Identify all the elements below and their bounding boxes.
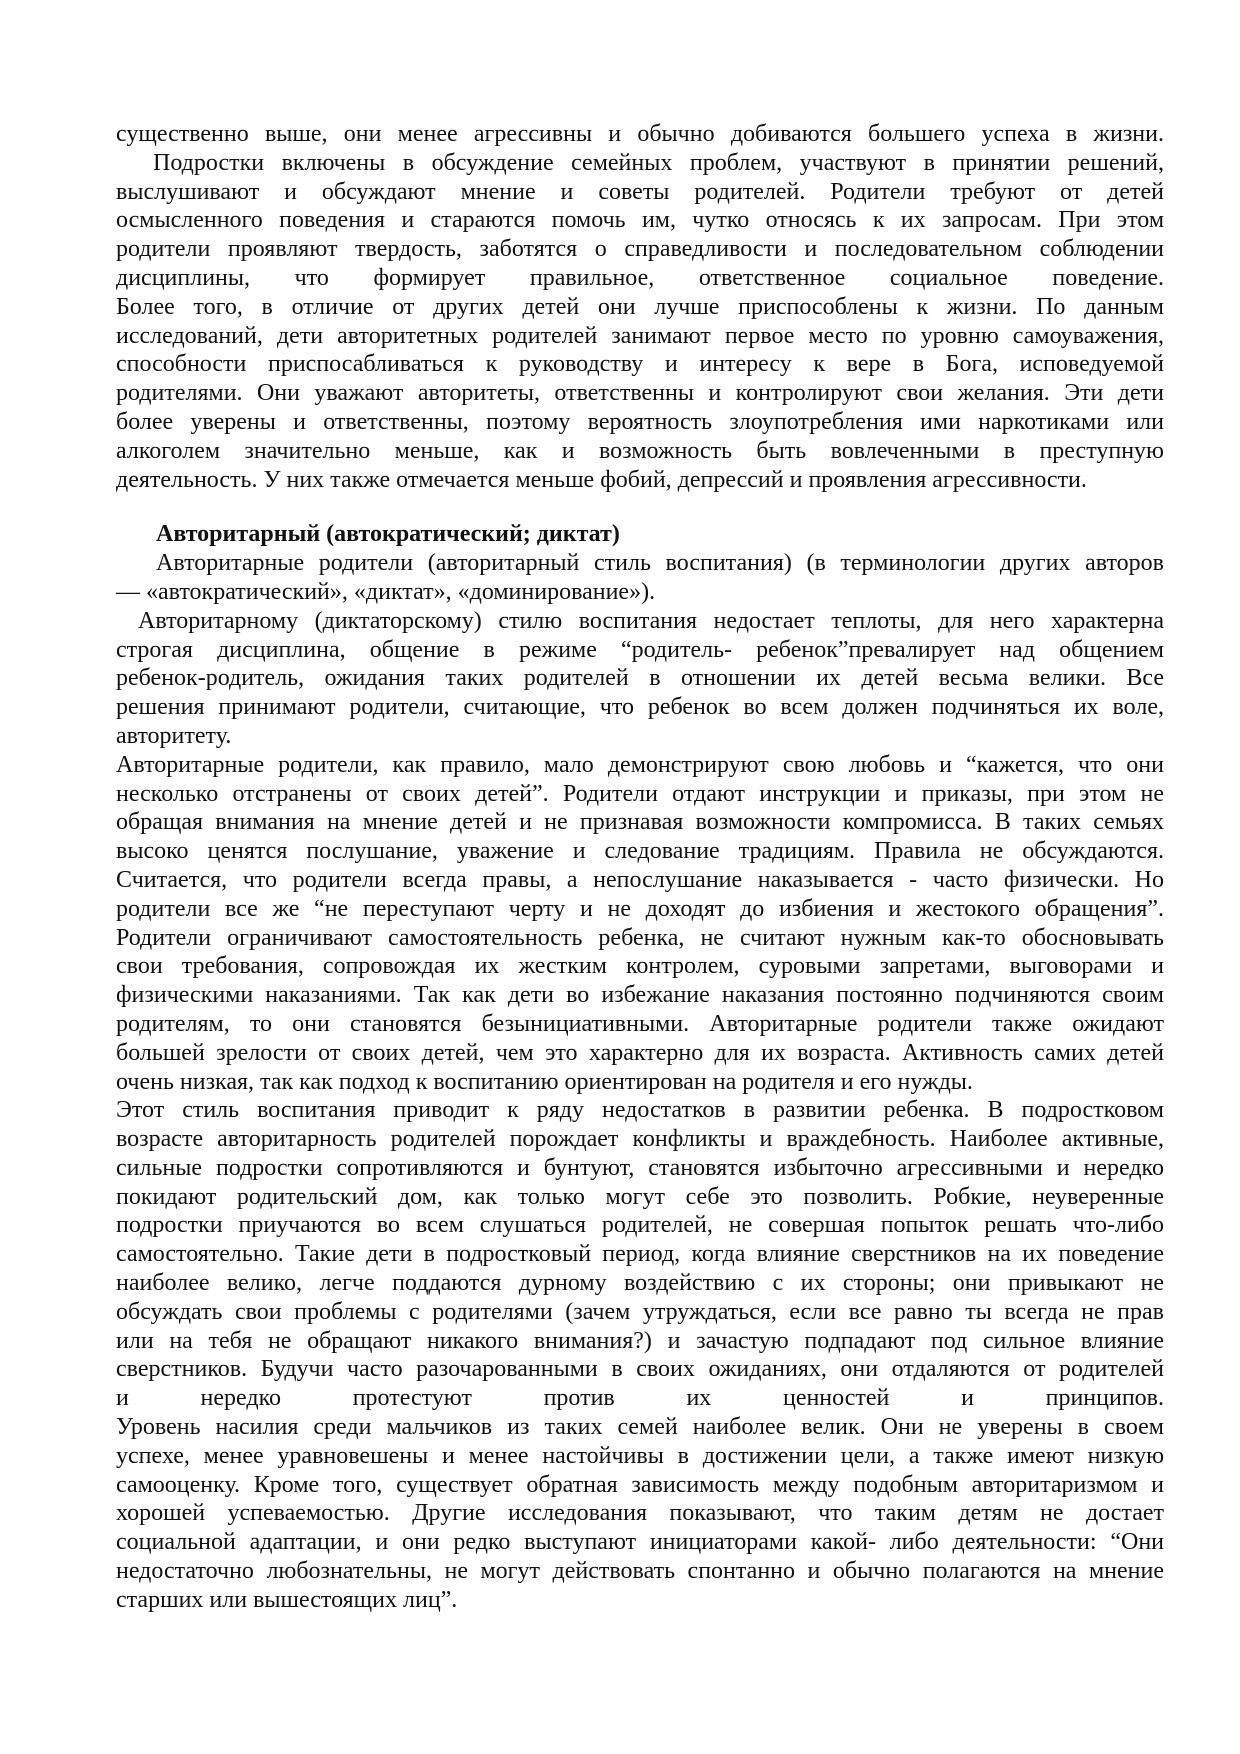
text-line: Родители ограничивают самостоятельность ребенка, не считают нужным как-то обосновывать	[116, 924, 1164, 951]
paragraph	[116, 607, 1164, 751]
text-line: — «автократический», «диктат», «доминирование»).	[116, 578, 656, 605]
text-line: возрасте авторитарность родителей порождает конфликты и враждебность. Наиболее активные,	[116, 1126, 1164, 1153]
text-line: родители проявляют твердость, заботятся о справедливости и последовательном соблюдении	[116, 236, 1164, 263]
text-line: деятельность. У них также отмечается меньше фобий, депрессий и проявления агрессивности.	[116, 466, 1087, 493]
text-line: Более того, в отличие от других детей они лучше приспособлены к жизни. По данным	[116, 293, 1164, 320]
text-line: наиболее велико, легче поддаются дурному воздействию с их стороны; они привыкают не	[116, 1270, 1164, 1297]
section-authoritative-continuation	[116, 120, 1164, 494]
text-line: успехе, менее уравновешены и менее настойчивы в достижении цели, а также имеют низкую	[116, 1442, 1164, 1469]
text-line: выслушивают и обсуждают мнение и советы родителей. Родители требуют от детей	[116, 178, 1164, 205]
text-line: покидают родительский дом, как только могут себе это позволить. Робкие, неуверенные	[116, 1183, 1164, 1210]
text-line: алкоголем значительно меньше, как и возможность быть вовлеченными в преступную	[116, 437, 1164, 464]
text-line: существенно выше, они менее агрессивны и обычно добиваются большего успеха в жизни.	[116, 121, 1164, 147]
text-line: свои требования, сопровождая их жестким контролем, суровыми запретами, выговорами и	[116, 953, 1164, 980]
text-line: Считается, что родители всегда правы, а непослушание наказывается - часто физически. Но	[116, 866, 1164, 893]
text-line: самостоятельно. Такие дети в подростковый период, когда влияние сверстников на их поведение	[116, 1241, 1164, 1268]
paragraph	[116, 549, 1164, 607]
section-heading: Авторитарный (автократический; диктат)	[156, 521, 620, 548]
text-line: осмысленного поведения и стараются помочь им, чутко относясь к их запросам. При этом	[116, 207, 1164, 234]
paragraph	[116, 1096, 1164, 1614]
paragraph	[116, 120, 1164, 149]
text-line: большей зрелости от своих детей, чем это характерно для их возраста. Активность самих детей	[116, 1039, 1164, 1066]
text-line: дисциплины, что формирует правильное, ответственное социальное поведение.	[116, 264, 1164, 291]
section-authoritarian	[116, 549, 1164, 1614]
text-line: способности приспосабливаться к руководству и интересу к вере в Бога, исповедуемой	[116, 351, 1164, 378]
text-line: старших или вышестоящих лиц”.	[116, 1586, 458, 1613]
text-line: физическими наказаниями. Так как дети во избежание наказания постоянно подчиняются своим	[116, 982, 1164, 1009]
text-line: Авторитарному (диктаторскому) стилю воспитания недостает теплоты, для него характерна	[138, 607, 1164, 634]
text-line: строгая дисциплина, общение в режиме “родитель- ребенок”превалирует над общением	[116, 636, 1164, 663]
paragraph	[116, 751, 1164, 1097]
text-line: более уверены и ответственны, поэтому вероятность злоупотребления ими наркотиками или	[116, 408, 1164, 435]
text-line: сверстников. Будучи часто разочарованными в своих ожиданиях, они отдаляются от родителей	[116, 1356, 1164, 1383]
text-line: Подростки включены в обсуждение семейных проблем, участвуют в принятии решений,	[153, 149, 1164, 176]
document-page	[116, 120, 1164, 1615]
text-line: несколько отстранены от своих детей”. Родители отдают инструкции и приказы, при этом не	[116, 780, 1164, 807]
text-line: родители все же “не переступают черту и не доходят до избиения и жестокого обращения”.	[116, 895, 1164, 922]
text-line: обсуждать свои проблемы с родителями (зачем утруждаться, если все равно ты всегда не прав	[116, 1298, 1164, 1325]
text-line: Авторитарные родители (авторитарный стиль воспитания) (в терминологии других авторов	[156, 550, 1164, 577]
text-line: высоко ценятся послушание, уважение и следование традициям. Правила не обсуждаются.	[116, 838, 1164, 865]
text-line: решения принимают родители, считающие, что ребенок во всем должен подчиняться их воле,	[116, 694, 1164, 721]
text-line: самооценку. Кроме того, существует обратная зависимость между подобным авторитаризмом и	[116, 1471, 1164, 1498]
text-line: Авторитарные родители, как правило, мало демонстрируют свою любовь и “кажется, что они	[116, 751, 1164, 778]
text-line: подростки приучаются во всем слушаться родителей, не совершая попыток решать что-либо	[116, 1212, 1164, 1239]
text-line: очень низкая, так как подход к воспитанию ориентирован на родителя и его нужды.	[116, 1068, 973, 1095]
paragraph	[116, 149, 1164, 495]
text-line: социальной адаптации, и они редко выступают инициаторами какой- либо деятельности: “Они	[116, 1529, 1164, 1556]
text-line: или на тебя не обращают никакого внимания?) и зачастую подпадают под сильное влияние	[116, 1327, 1164, 1354]
text-line: исследований, дети авторитетных родителей занимают первое место по уровню самоуважения,	[116, 322, 1164, 349]
text-line: родителями. Они уважают авторитеты, ответственны и контролируют свои желания. Эти дети	[116, 380, 1164, 407]
text-line: авторитету.	[116, 722, 232, 749]
text-line: сильные подростки сопротивляются и бунтуют, становятся избыточно агрессивными и нередко	[116, 1154, 1164, 1181]
text-line: и нередко протестуют против их ценностей и принципов.	[116, 1385, 1164, 1412]
text-line: Уровень насилия среди мальчиков из таких семей наиболее велик. Они не уверены в своем	[116, 1414, 1164, 1441]
text-line: обращая внимания на мнение детей и не признавая возможности компромисса. В таких семьях	[116, 809, 1164, 836]
text-line: хорошей успеваемостью. Другие исследования показывают, что таким детям не достает	[116, 1500, 1164, 1527]
text-line: Этот стиль воспитания приводит к ряду недостатков в развитии ребенка. В подростковом	[116, 1097, 1164, 1124]
text-line: недостаточно любознательны, не могут действовать спонтанно и обычно полагаются на мнение	[116, 1558, 1164, 1585]
text-line: ребенок-родитель, ожидания таких родителей в отношении их детей весьма велики. Все	[116, 665, 1164, 692]
text-line: родителям, то они становятся безынициативными. Авторитарные родители также ожидают	[116, 1010, 1164, 1037]
